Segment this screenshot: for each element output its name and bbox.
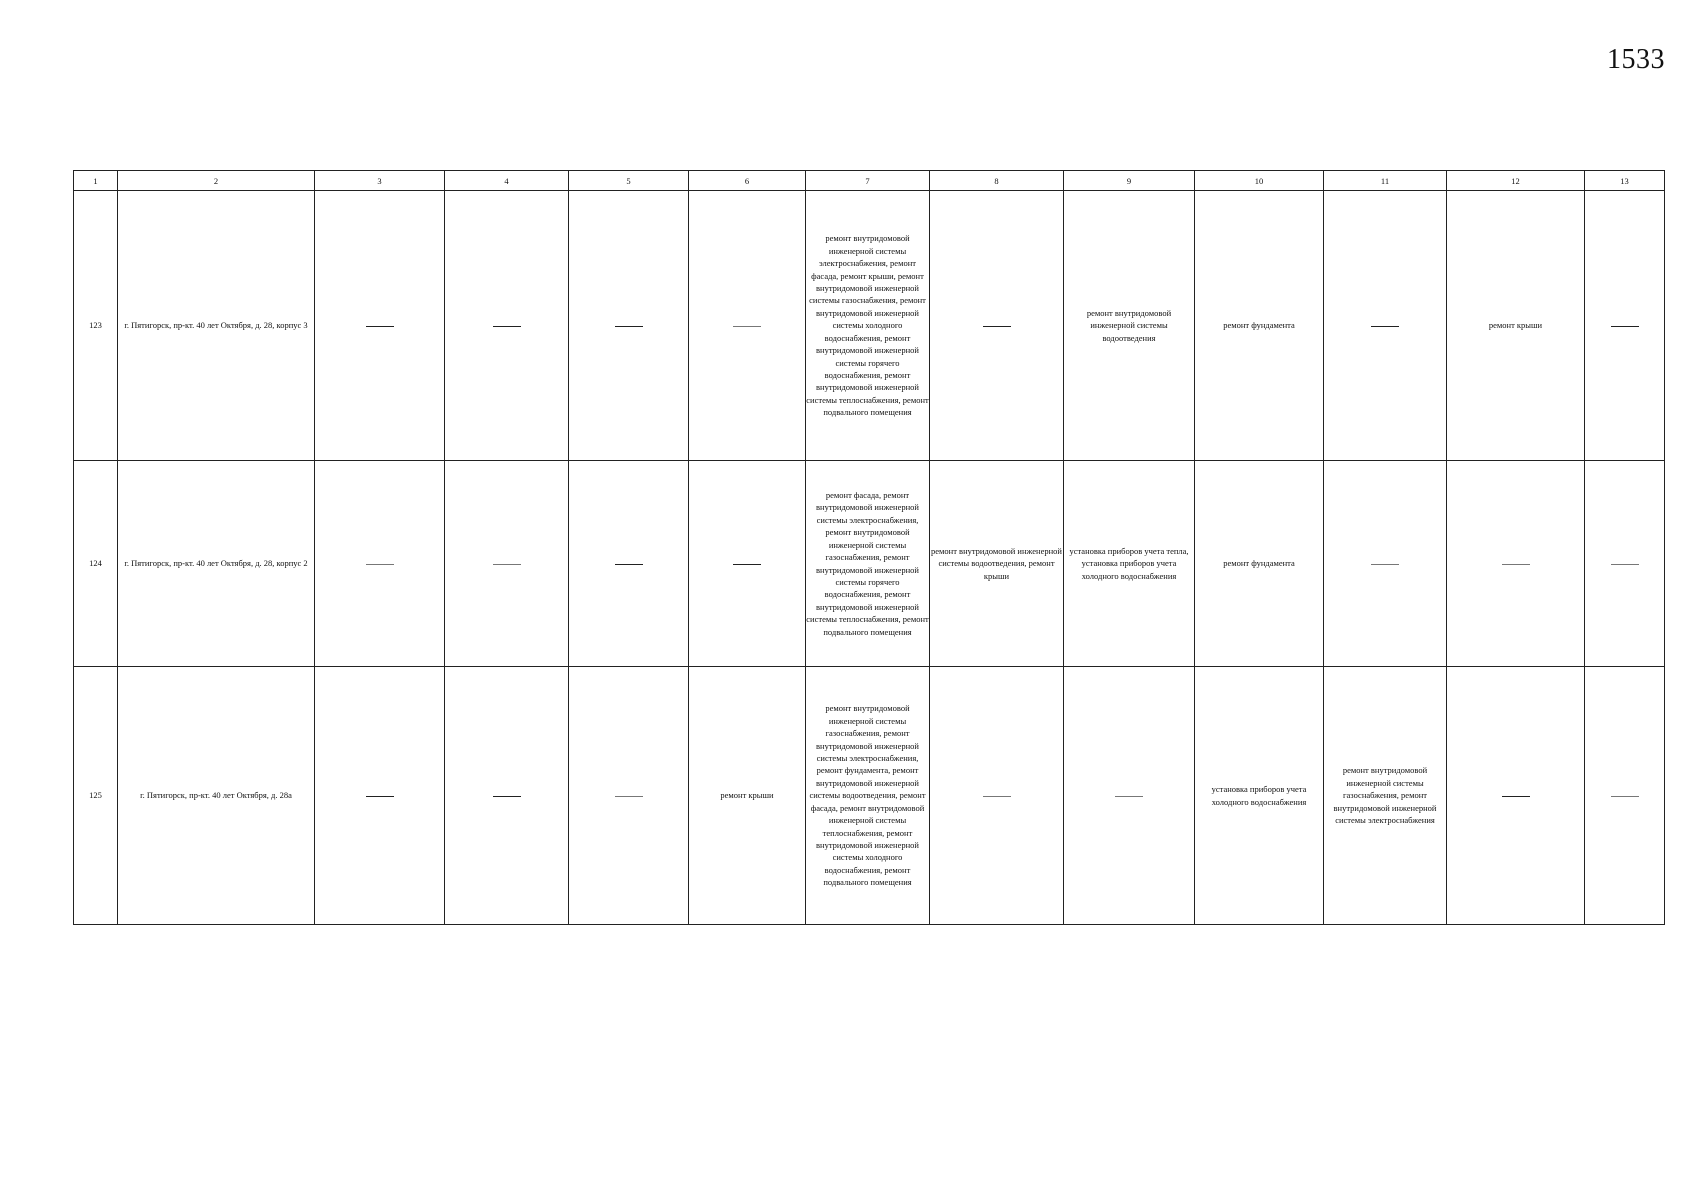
table-row — [74, 191, 1665, 461]
col-header-8: 8 — [930, 171, 1064, 191]
empty-cell — [569, 191, 689, 461]
address-cell: г. Пятигорск, пр-кт. 40 лет Октября, д. 28, корпус 2 — [118, 461, 315, 667]
col-header-2: 2 — [118, 171, 315, 191]
empty-cell — [1324, 461, 1447, 667]
col-header-12: 12 — [1447, 171, 1585, 191]
row-number: 123 — [74, 191, 118, 461]
col-header-9: 9 — [1064, 171, 1195, 191]
dash-mark — [1611, 796, 1639, 797]
empty-cell — [1585, 667, 1665, 925]
dash-mark — [366, 796, 394, 797]
empty-cell — [689, 461, 806, 667]
empty-cell — [315, 191, 445, 461]
empty-cell — [445, 191, 569, 461]
empty-cell — [1585, 461, 1665, 667]
dash-mark — [615, 326, 643, 327]
dash-mark — [1611, 564, 1639, 565]
dash-mark — [1371, 564, 1399, 565]
works-cell-7: ремонт фасада, ремонт внутридомовой инженерной системы электроснабжения, ремонт внутридомовой инженерной системы газоснабжения, ремонт внутридомовой инженерной системы горячего водоснабжения, ремонт внутридомовой инженерной системы теплоснабжения, ремонт подвального помещения — [806, 461, 930, 667]
page-number: 1533 — [1607, 44, 1665, 75]
empty-cell — [1324, 191, 1447, 461]
col-header-10: 10 — [1195, 171, 1324, 191]
dash-mark — [983, 326, 1011, 327]
table-row — [74, 461, 1665, 667]
dash-mark — [1115, 796, 1143, 797]
dash-mark — [1502, 564, 1530, 565]
dash-mark — [1371, 326, 1399, 327]
works-cell-9: установка приборов учета тепла, установка приборов учета холодного водоснабжения — [1064, 461, 1195, 667]
empty-cell — [315, 667, 445, 925]
col-header-3: 3 — [315, 171, 445, 191]
dash-mark — [983, 796, 1011, 797]
address-cell: г. Пятигорск, пр-кт. 40 лет Октября, д. 28, корпус 3 — [118, 191, 315, 461]
dash-mark — [493, 796, 521, 797]
empty-cell — [930, 191, 1064, 461]
dash-mark — [733, 564, 761, 565]
empty-cell — [569, 461, 689, 667]
works-cell-7: ремонт внутридомовой инженерной системы газоснабжения, ремонт внутридомовой инженерной системы электроснабжения, ремонт фундамента, ремонт внутридомовой инженерной системы водоотведения, ремонт фасада, ремонт внутридомовой инженерной системы теплоснабжения, ремонт внутридомовой инженерной системы холодного водоснабжения, ремонт подвального помещения — [806, 667, 930, 925]
col-header-5: 5 — [569, 171, 689, 191]
dash-mark — [1611, 326, 1639, 327]
capital-repair-table — [73, 170, 1665, 925]
row-number: 125 — [74, 667, 118, 925]
empty-cell — [445, 667, 569, 925]
empty-cell — [1064, 667, 1195, 925]
dash-mark — [1502, 796, 1530, 797]
dash-mark — [366, 326, 394, 327]
works-cell-10: ремонт фундамента — [1195, 461, 1324, 667]
dash-mark — [615, 796, 643, 797]
dash-mark — [493, 564, 521, 565]
works-cell-7: ремонт внутридомовой инженерной системы электроснабжения, ремонт фасада, ремонт крыши, ремонт внутридомовой инженерной системы газоснабжения, ремонт внутридомовой инженерной системы холодного водоснабжения, ремонт внутридомовой инженерной системы горячего водоснабжения, ремонт внутридомовой инженерной системы теплоснабжения, ремонт подвального помещения — [806, 191, 930, 461]
works-cell-6: ремонт крыши — [689, 667, 806, 925]
col-header-7: 7 — [806, 171, 930, 191]
col-header-1: 1 — [74, 171, 118, 191]
table-row — [74, 667, 1665, 925]
empty-cell — [1447, 461, 1585, 667]
works-cell-11: ремонт внутридомовой инженерной системы газоснабжения, ремонт внутридомовой инженерной системы электроснабжения — [1324, 667, 1447, 925]
col-header-4: 4 — [445, 171, 569, 191]
col-header-13: 13 — [1585, 171, 1665, 191]
works-cell-10: установка приборов учета холодного водоснабжения — [1195, 667, 1324, 925]
dash-mark — [493, 326, 521, 327]
col-header-11: 11 — [1324, 171, 1447, 191]
empty-cell — [315, 461, 445, 667]
column-number-row — [74, 171, 1665, 191]
address-cell: г. Пятигорск, пр-кт. 40 лет Октября, д. 28а — [118, 667, 315, 925]
empty-cell — [445, 461, 569, 667]
empty-cell — [1585, 191, 1665, 461]
empty-cell — [569, 667, 689, 925]
col-header-6: 6 — [689, 171, 806, 191]
empty-cell — [930, 667, 1064, 925]
dash-mark — [615, 564, 643, 565]
works-cell-12: ремонт крыши — [1447, 191, 1585, 461]
works-cell-9: ремонт внутридомовой инженерной системы водоотведения — [1064, 191, 1195, 461]
dash-mark — [366, 564, 394, 565]
empty-cell — [689, 191, 806, 461]
row-number: 124 — [74, 461, 118, 667]
works-cell-10: ремонт фундамента — [1195, 191, 1324, 461]
dash-mark — [733, 326, 761, 327]
works-cell-8: ремонт внутридомовой инженерной системы водоотведения, ремонт крыши — [930, 461, 1064, 667]
empty-cell — [1447, 667, 1585, 925]
